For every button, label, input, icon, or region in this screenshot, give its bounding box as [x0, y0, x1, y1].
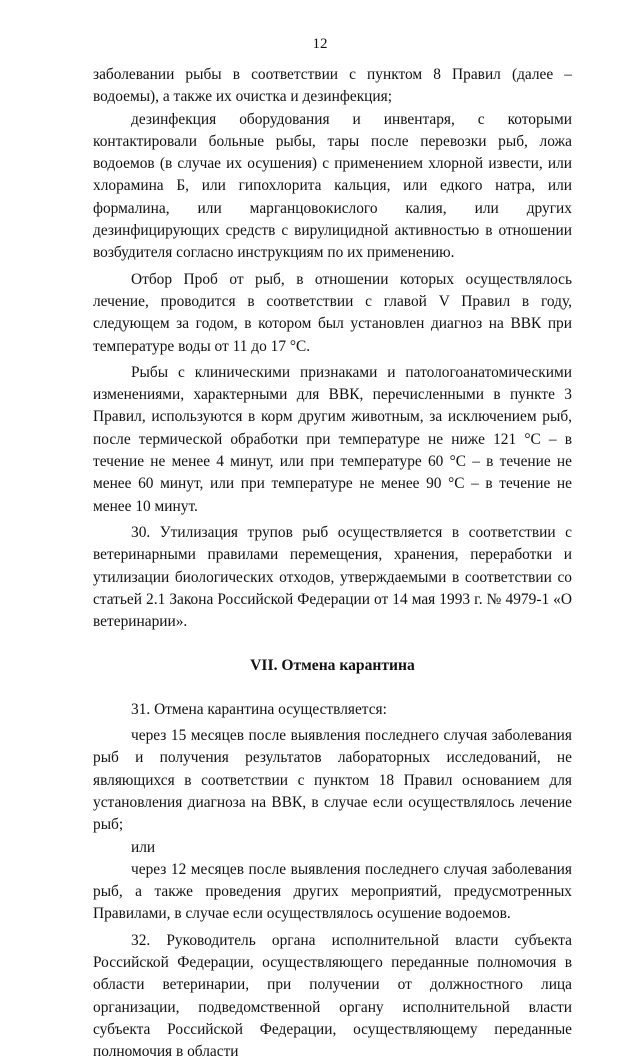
- paragraph-15-months: через 15 месяцев после выявления последнего случая заболевания рыб и получения результатов лабораторных исследований, не являющихся в соответствии с пунктом 18 Правил основанием для установления диагноза на ВВК, в случае если осуществлялось лечение рыб;: [93, 727, 572, 834]
- paragraph-disinfection: дезинфекция оборудования и инвентаря, с которыми контактировали больные рыбы, тары после перевозки рыб, ложа водоемов (в случае их осушения) с применением хлорной извести, или хлорамина Б, или гипохлорита кальция, или едкого натра, или формалина, или марганцовокислого калия, или других дезинфицирующих средств с вирулицидной активностью в отношении возбудителя согласно инструкциям по их применению.: [93, 110, 572, 262]
- section-heading: VII. Отмена карантина: [250, 657, 415, 675]
- paragraph-fish-feed: Рыбы с клиническими признаками и патологоанатомическими изменениями, характерными для ВВК, перечисленными в пункте 3 Правил, используются в корм другим животным, за исключением рыб, после термической обработки при температуре не ниже 121 °С – в течение не менее 4 минут, или при температуре 60 °С – в течение не менее 60 минут, или при температуре не менее 90 °С – в течение не менее 10 минут.: [93, 363, 572, 515]
- paragraph-12-months: через 12 месяцев после выявления последнего случая заболевания рыб, а также проведения других мероприятий, предусмотренных Правилами, в случае если осуществлялось осушение водоемов.: [93, 860, 572, 923]
- paragraph-item-32: 32. Руководитель органа исполнительной власти субъекта Российской Федерации, осуществляющего переданные полномочия в области ветеринарии, при получении от должностного лица организации, подведомственной органу исполнительной власти субъекта Российской Федерации, осуществляющему переданные полномочия в области: [93, 931, 572, 1061]
- paragraph-item-30: 30. Утилизация трупов рыб осуществляется в соответствии с ветеринарными правилами перемещения, хранения, переработки и утилизации биологических отходов, утверждаемыми в соответствии со статьей 2.1 Закона Российской Федерации от 14 мая 1993 г. № 4979-1 «О ветеринарии».: [93, 523, 572, 631]
- paragraph-or: или: [131, 838, 156, 856]
- paragraph-continuation: заболевании рыбы в соответствии с пунктом 8 Правил (далее – водоемы), а также их очистка и дезинфекция;: [93, 66, 572, 106]
- paragraph-item-31: 31. Отмена карантина осуществляется:: [131, 700, 387, 718]
- page-number: 12: [312, 36, 328, 52]
- paragraph-sampling: Отбор Проб от рыб, в отношении которых осуществлялось лечение, проводится в соответствии с главой V Правил в году, следующем за годом, в котором был установлен диагноз на ВВК при температуре воды от 11 до 17 °С.: [93, 270, 572, 355]
- document-body: [93, 64, 572, 1063]
